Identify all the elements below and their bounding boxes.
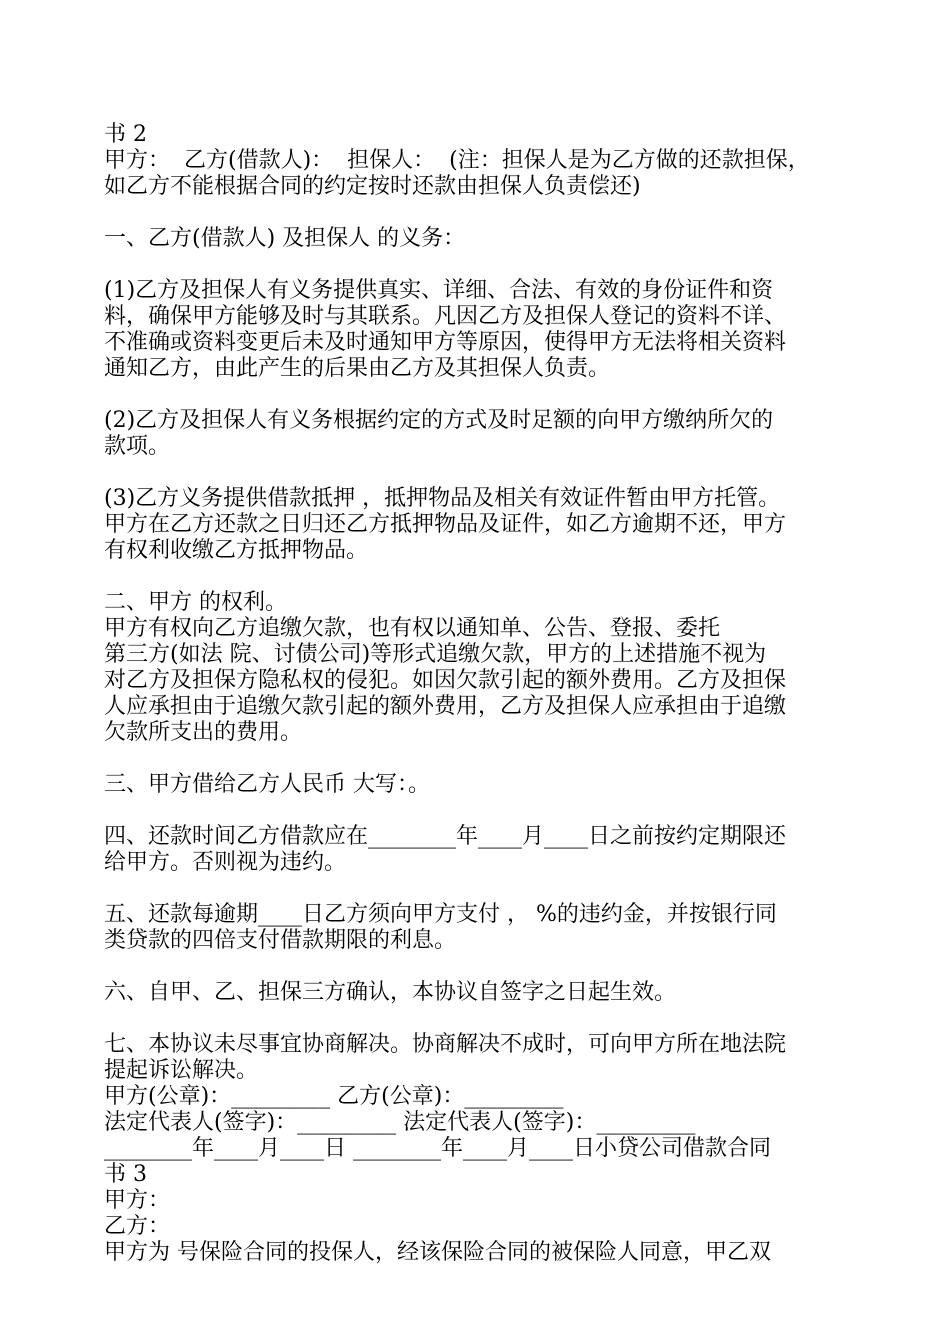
text-line: 有权利收缴乙方抵押物品。 — [104, 538, 369, 563]
text-line: 通知乙方，由此产生的后果由乙方及其担保人负责。 — [104, 356, 611, 381]
text-line: 一、乙方(借款人) 及担保人 的义务： — [104, 226, 466, 251]
text-line: 对乙方及担保方隐私权的侵犯。如因欠款引起的额外费用。乙方及担保 — [104, 668, 787, 693]
text-line: 四、还款时间乙方借款应在________年____月____日之前按约定期限还 — [104, 824, 787, 849]
text-line: 款项。 — [104, 434, 171, 459]
blank-line — [104, 876, 864, 902]
blank-line — [104, 746, 864, 772]
text-line: 给甲方。否则视为违约。 — [104, 850, 347, 875]
text-line: (2)乙方及担保人有义务根据约定的方式及时足额的向甲方缴纳所欠的 — [104, 408, 774, 433]
blank-line — [104, 954, 864, 980]
text-line: 六、自甲、乙、担保三方确认，本协议自签字之日起生效。 — [104, 980, 677, 1005]
blank-line — [104, 564, 864, 590]
text-line: 第三方(如法 院、讨债公司)等形式追缴欠款，甲方的上述措施不视为 — [104, 642, 767, 667]
text-line: 欠款所支出的费用。 — [104, 720, 303, 745]
text-line: 不准确或资料变更后未及时通知甲方等原因，使得甲方无法将相关资料 — [104, 330, 787, 355]
text-line: 如乙方不能根据合同的约定按时还款由担保人负责偿还) — [104, 174, 641, 199]
text-line: 甲方(公章)：_________ 乙方(公章)：_________ — [104, 1084, 564, 1109]
text-line: 甲方有权向乙方追缴欠款，也有权以通知单、公告、登报、委托 — [104, 616, 721, 641]
text-line: 三、甲方借给乙方人民币 大写：。 — [104, 772, 430, 797]
text-line: 甲方： 乙方(借款人)： 担保人： (注：担保人是为乙方做的还款担保， — [104, 148, 810, 173]
text-line: 二、甲方 的权利。 — [104, 590, 287, 615]
text-line: (1)乙方及担保人有义务提供真实、详细、合法、有效的身份证件和资 — [104, 278, 774, 303]
text-line: 五、还款每逾期____日乙方须向甲方支付 ， %的违约金，并按银行同 — [104, 902, 777, 927]
text-line: 甲方在乙方还款之日归还乙方抵押物品及证件，如乙方逾期不还，甲方 — [104, 512, 787, 537]
blank-line — [104, 460, 864, 486]
text-line: 书 3 — [104, 1162, 147, 1187]
text-line: 乙方： — [104, 1214, 171, 1239]
blank-line — [104, 1006, 864, 1032]
text-line: 类贷款的四倍支付借款期限的利息。 — [104, 928, 457, 953]
text-line: 法定代表人(签字)：_________ 法定代表人(签字)：_________ — [104, 1110, 696, 1135]
blank-line — [104, 798, 864, 824]
text-line: 七、本协议未尽事宜协商解决。协商解决不成时，可向甲方所在地法院 — [104, 1032, 787, 1057]
text-line: 甲方为 号保险合同的投保人，经该保险合同的被保险人同意，甲乙双 — [104, 1240, 771, 1265]
blank-line — [104, 252, 864, 278]
text-line: 甲方： — [104, 1188, 171, 1213]
text-line: (3)乙方义务提供借款抵押 ，抵押物品及相关有效证件暂由甲方托管。 — [104, 486, 781, 511]
text-line: 人应承担由于追缴欠款引起的额外费用，乙方及担保人应承担由于追缴 — [104, 694, 787, 719]
blank-line — [104, 382, 864, 408]
text-line: 提起诉讼解决。 — [104, 1058, 259, 1083]
blank-line — [104, 200, 864, 226]
text-line: 书 2 — [104, 122, 147, 147]
text-line: ________年____月____日 ________年____月____日小贷公司借款合同 — [104, 1136, 771, 1161]
text-line: 料，确保甲方能够及时与其联系。凡因乙方及担保人登记的资料不详、 — [104, 304, 787, 329]
document-page — [104, 122, 864, 1266]
